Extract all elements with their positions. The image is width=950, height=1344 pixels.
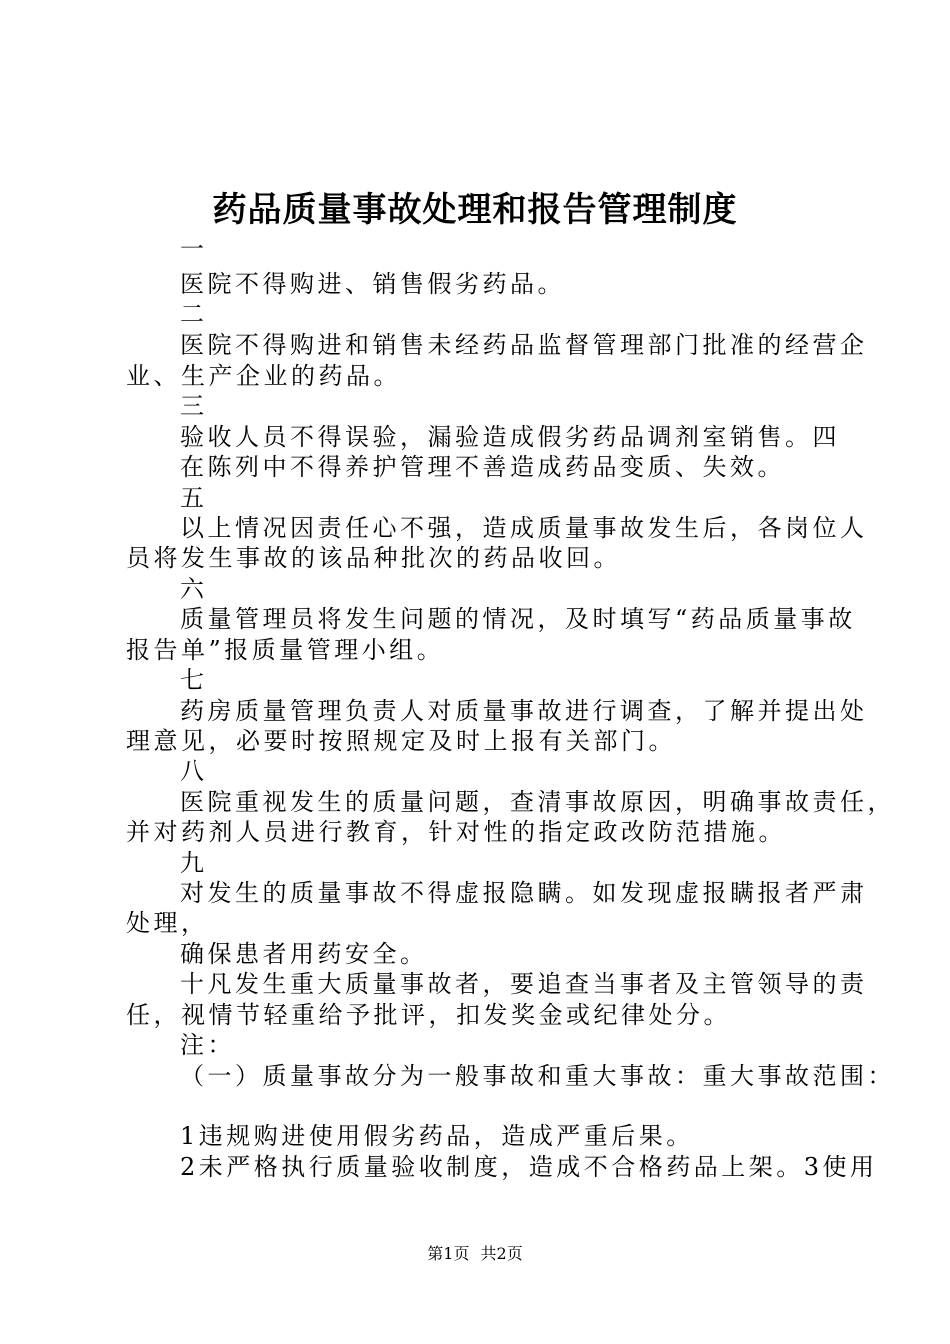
text-line: 以上情况因责任心不强，造成质量事故发生后，各岗位人 xyxy=(180,514,868,542)
text-line: （一）质量事故分为一般事故和重大事故：重大事故范围： xyxy=(180,1062,895,1090)
text-line: 对发生的质量事故不得虚报隐瞒。如发现虚报瞒报者严肃 xyxy=(180,879,868,907)
text-line: 处理， xyxy=(126,909,209,937)
section-number: 七 xyxy=(180,666,208,694)
text-line: 理意见，必要时按照规定及时上报有关部门。 xyxy=(126,727,676,755)
note-heading: 注： xyxy=(180,1031,235,1059)
text-line: 在陈列中不得养护管理不善造成药品变质、失效。 xyxy=(180,453,785,481)
section-number: 八 xyxy=(180,757,208,785)
section-number: 二 xyxy=(180,300,208,328)
document-title: 药品质量事故处理和报告管理制度 xyxy=(212,190,738,230)
text-line: 员将发生事故的该品种批次的药品收回。 xyxy=(126,544,621,572)
text-line: 质量管理员将发生问题的情况，及时填写“药品质量事故 xyxy=(180,605,856,633)
section-number: 九 xyxy=(180,849,208,877)
text-line: 医院重视发生的质量问题，查清事故原因，明确事故责任， xyxy=(180,788,895,816)
section-number: 一 xyxy=(180,235,208,263)
section-number: 六 xyxy=(180,575,208,603)
text-line: 2未严格执行质量验收制度，造成不合格药品上架。3使用 xyxy=(180,1153,878,1181)
total-page-count: 共2页 xyxy=(480,1244,523,1263)
text-line: 1违规购进使用假劣药品，造成严重后果。 xyxy=(180,1122,694,1150)
section-number: 三 xyxy=(180,392,208,420)
text-line: 报告单”报质量管理小组。 xyxy=(126,636,445,664)
current-page-number: 第1页 xyxy=(427,1244,470,1263)
text-line: 医院不得购进和销售未经药品监督管理部门批准的经营企 xyxy=(180,331,868,359)
text-line: 药房质量管理负责人对质量事故进行调查，了解并提出处 xyxy=(180,697,868,725)
text-line: 验收人员不得误验，漏验造成假劣药品调剂室销售。四 xyxy=(180,423,840,451)
text-line: 确保患者用药安全。 xyxy=(180,940,428,968)
text-line: 并对药剂人员进行教育，针对性的指定政改防范措施。 xyxy=(126,818,786,846)
page-footer xyxy=(0,1243,950,1265)
text-line: 十凡发生重大质量事故者，要追查当事者及主管领导的责 xyxy=(180,970,868,998)
section-number: 五 xyxy=(180,484,208,512)
text-line: 业、生产企业的药品。 xyxy=(126,362,401,390)
text-line: 医院不得购进、销售假劣药品。 xyxy=(180,270,565,298)
text-line: 任，视情节轻重给予批评，扣发奖金或纪律处分。 xyxy=(126,1001,731,1029)
